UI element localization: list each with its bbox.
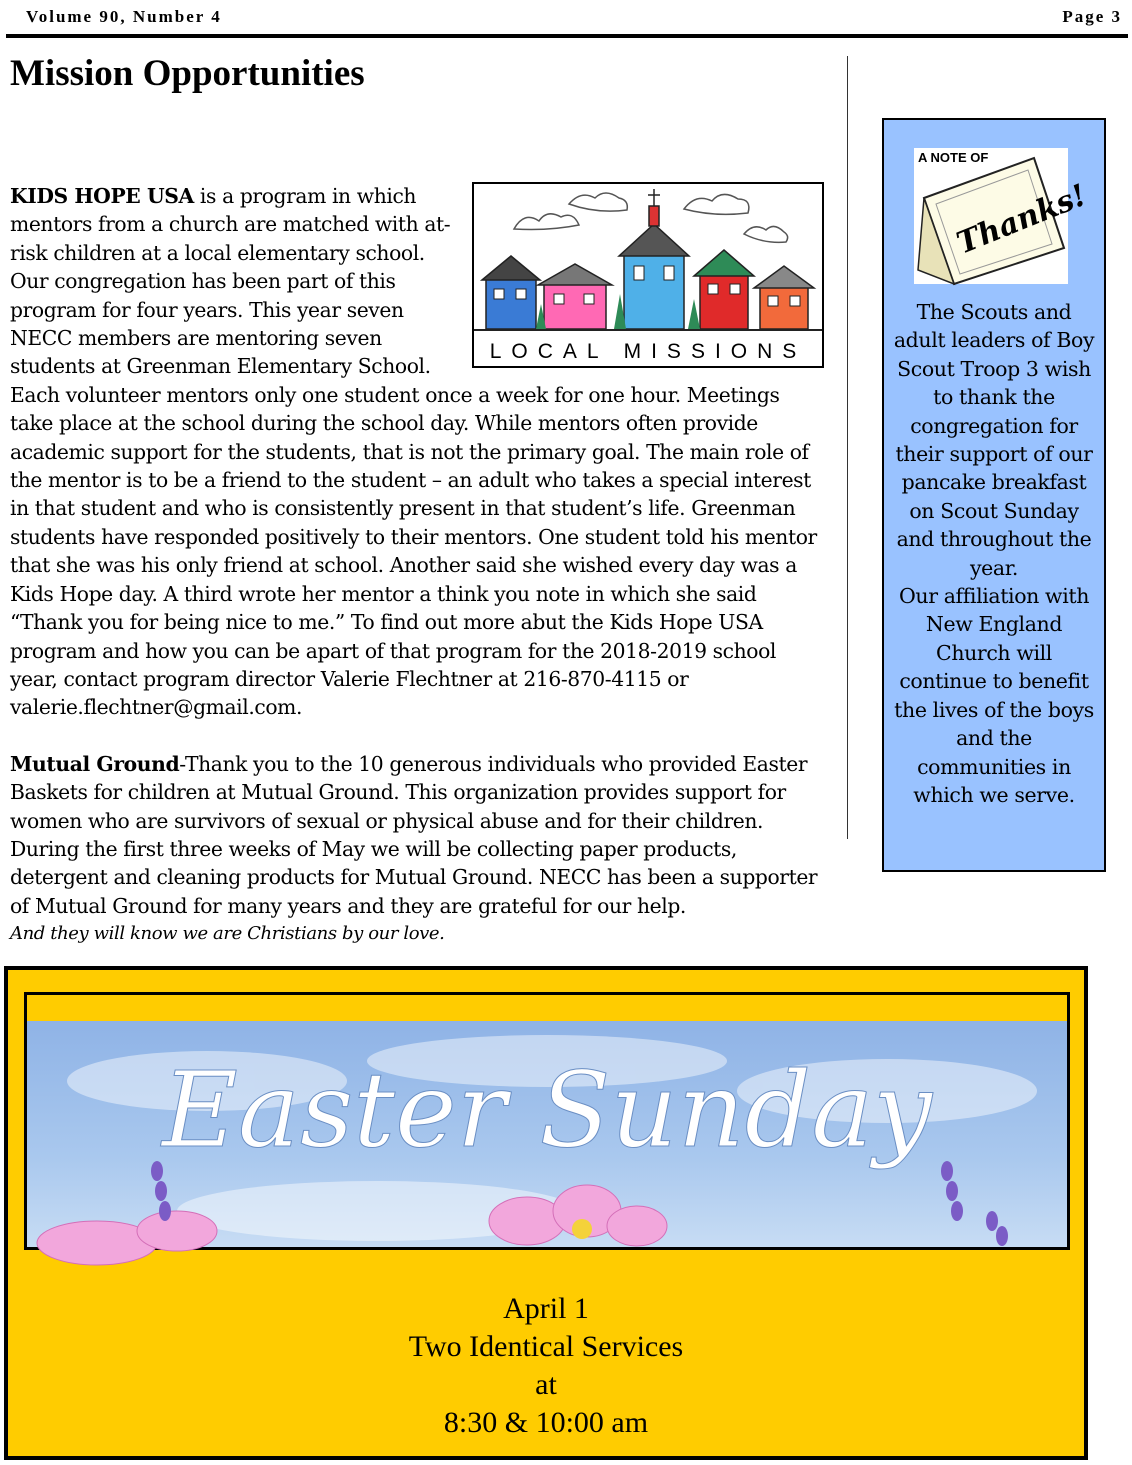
local-missions-caption: LOCAL MISSIONS bbox=[489, 339, 807, 363]
easter-at: at bbox=[535, 1368, 557, 1401]
mutual-ground-name: Mutual Ground bbox=[10, 751, 180, 776]
thanks-card-image bbox=[914, 148, 1092, 284]
mutual-ground-text: -Thank you to the 10 generous individuals who provided Easter Baskets for children at Mutual Ground. This organization provides support for women who are survivors of sexual or physical abuse and for their children. During the first three weeks of May we will be collecting paper products, detergent and cleaning products for Mutual Ground. NECC has been a supporter of Mutual Ground for many years and they are grateful for our help. bbox=[10, 751, 818, 918]
card-word: Thanks! bbox=[952, 177, 1092, 262]
card-top-label: A NOTE OF bbox=[918, 150, 989, 165]
easter-banner-image bbox=[27, 1021, 1067, 1247]
thank-you-note-icon bbox=[914, 148, 1092, 284]
closing-line: And they will know we are Christians by our love. bbox=[10, 923, 445, 945]
kids-hope-name: KIDS HOPE USA bbox=[10, 184, 194, 208]
local-missions-image bbox=[472, 182, 824, 368]
article-body bbox=[10, 182, 824, 949]
mutual-ground-paragraph bbox=[10, 750, 824, 920]
page-number: Page 3 bbox=[1062, 7, 1122, 26]
sidebar-paragraph-2: Our affiliation with New England Church will continue to benefit the lives of the boys and the communities in which we serve. bbox=[894, 584, 1094, 807]
easter-services: Two Identical Services bbox=[408, 1330, 684, 1363]
column-divider bbox=[847, 56, 848, 839]
sidebar-paragraph-1: The Scouts and adult leaders of Boy Scout Troop 3 wish to thank the congregation for their support of our pancake breakfast on Scout Sunday and throughout the year. bbox=[893, 300, 1095, 580]
easter-sunday-box bbox=[4, 966, 1088, 1460]
page-title: Mission Opportunities bbox=[10, 53, 365, 94]
easter-date: April 1 bbox=[503, 1292, 589, 1325]
easter-service-details bbox=[8, 1290, 1084, 1442]
easter-banner-title: Easter Sunday bbox=[162, 1049, 932, 1171]
volume-number: Volume 90, Number 4 bbox=[26, 7, 222, 26]
kids-hope-text: is a program in which mentors from a church are matched with at-risk children at a local elementary school. Our congregation has been part of this program for four years. This year seven NECC members are mentoring seven students at Greenman Elementary School. Each volunteer mentors only one student once a week for one hour. Meetings take place at the school during the school day. While mentors often provide academic support for the students, that is not the primary goal. The main role of the mentor is to be a friend to the student – an adult who takes a special interest in that student and who is consistently present in that student’s life. Greenman students have responded positively to their mentors. One student told his mentor that she was his only friend at school. Another said she wished every day was a Kids Hope day. A third wrote her mentor a think you note in which she said “Thank you for being nice to me.” To find out more abut the Kids Hope USA program and how you can be apart of that program for the 2018-2019 school year, contact program director Valerie Flechtner at 216-870-4115 or valerie.flechtner@gmail.com. bbox=[10, 184, 817, 720]
page-header bbox=[6, 0, 1128, 38]
easter-banner bbox=[24, 992, 1070, 1250]
sidebar-text bbox=[890, 298, 1098, 809]
scouts-thanks-sidebar bbox=[882, 118, 1106, 872]
easter-times: 8:30 & 10:00 am bbox=[443, 1406, 649, 1439]
village-illustration bbox=[474, 184, 822, 344]
